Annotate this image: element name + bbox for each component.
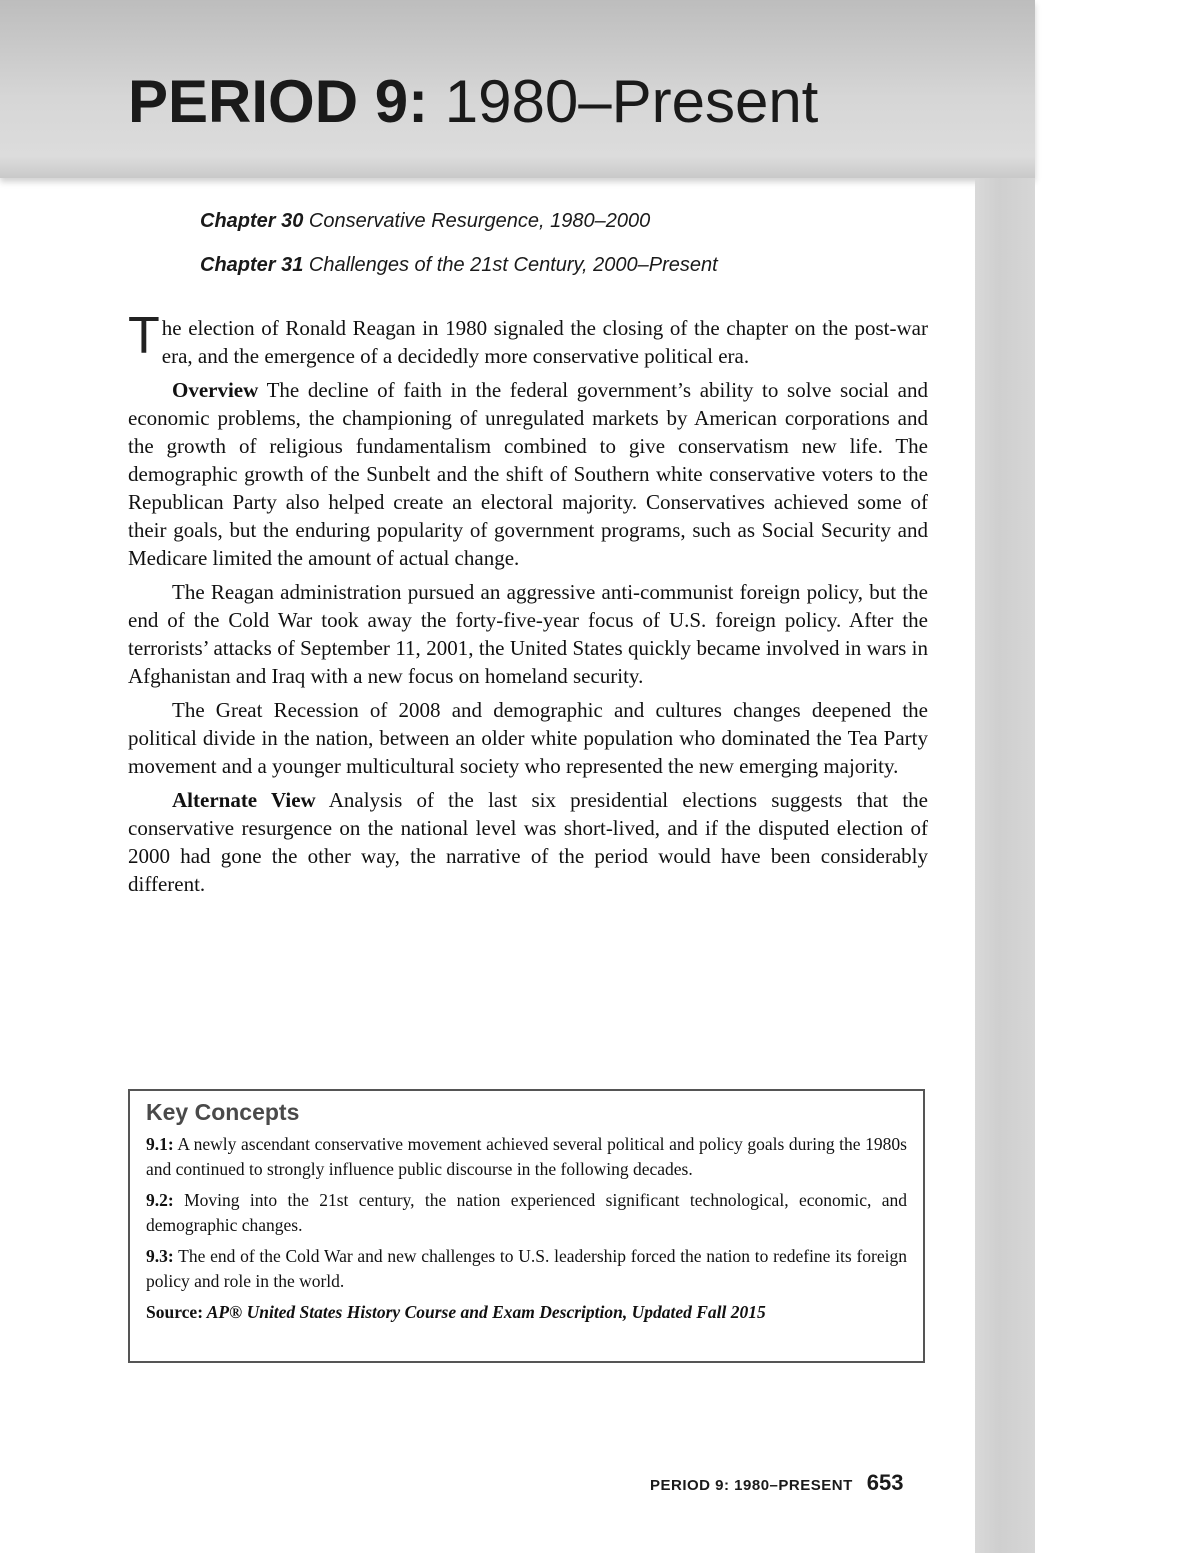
alternate-view-paragraph <box>128 786 928 898</box>
alternate-view-text: Analysis of the last six presidential elections suggests that the conservative resurgence on the national level was short-lived, and if the disputed election of 2000 had gone the other way, the narrative of the period would have been considerably different. <box>128 788 928 896</box>
intro-paragraph <box>128 307 928 370</box>
chapter-title: Conservative Resurgence, 1980–2000 <box>303 210 651 232</box>
chapter-list <box>200 207 718 295</box>
body-text <box>128 307 928 904</box>
page-title <box>128 68 819 135</box>
concept-text: Moving into the 21st century, the nation experienced significant technological, economic, and demographic changes. <box>146 1190 907 1235</box>
page-number: 653 <box>866 1470 904 1495</box>
concept-number: 9.2: <box>146 1190 174 1210</box>
alternate-view-label: Alternate View <box>172 788 316 812</box>
key-concept-item <box>146 1188 907 1238</box>
key-concepts-title: Key Concepts <box>146 1099 300 1125</box>
side-thumb-band <box>975 178 1035 1553</box>
intro-text: he election of Ronald Reagan in 1980 signaled the closing of the chapter on the post-war era, and the emergence of a decidedly more conservative political era. <box>161 316 928 368</box>
running-head: PERIOD 9: 1980–PRESENT <box>650 1477 853 1494</box>
source-text: AP® United States History Course and Exam Description, Updated Fall 2015 <box>203 1302 766 1322</box>
concept-text: The end of the Cold War and new challenges to U.S. leadership forced the nation to redefine its foreign policy and role in the world. <box>146 1246 907 1291</box>
source-label: Source: <box>146 1302 204 1322</box>
chapter-item <box>200 207 718 251</box>
concept-number: 9.3: <box>146 1246 174 1266</box>
recession-paragraph: The Great Recession of 2008 and demographic and cultures changes deepened the political divide in the nation, between an older white population who dominated the Tea Party movement and a younger multicultural society who represented the new emerging majority. <box>128 698 928 778</box>
title-date-range: 1980–Present <box>428 68 819 135</box>
key-concept-item <box>146 1132 907 1182</box>
chapter-item <box>200 251 718 295</box>
page-footer <box>650 1470 903 1496</box>
chapter-label: Chapter 30 <box>200 210 304 232</box>
chapter-title: Challenges of the 21st Century, 2000–Present <box>303 254 718 276</box>
concept-number: 9.1: <box>146 1134 174 1154</box>
overview-paragraph <box>128 376 928 572</box>
reagan-paragraph: The Reagan administration pursued an aggressive anti-communist foreign policy, but the end of the Cold War took away the forty-five-year focus of U.S. foreign policy. After the terrorists’ attacks of September 11, 2001, the United States quickly became involved in wars in Afghanistan and Iraq with a new focus on homeland security. <box>128 580 928 688</box>
chapter-label: Chapter 31 <box>200 254 304 276</box>
overview-label: Overview <box>172 378 259 402</box>
title-period-label: PERIOD 9: <box>128 68 429 135</box>
concept-text: A newly ascendant conservative movement achieved several political and policy goals during the 1980s and continued to strongly influence public discourse in the following decades. <box>146 1134 907 1179</box>
source-citation <box>146 1300 907 1325</box>
key-concepts-box <box>128 1089 925 1363</box>
drop-cap: T <box>128 307 160 365</box>
key-concept-item <box>146 1244 907 1294</box>
overview-text: The decline of faith in the federal government’s ability to solve social and economic problems, the championing of unregulated markets by American corporations and the growth of religious fundamentalism combined to give conservatism new life. The demographic growth of the Sunbelt and the shift of Southern white conservative voters to the Republican Party also helped create an electoral majority. Conservatives achieved some of their goals, but the enduring popularity of government programs, such as Social Security and Medicare limited the amount of actual change. <box>128 378 928 570</box>
